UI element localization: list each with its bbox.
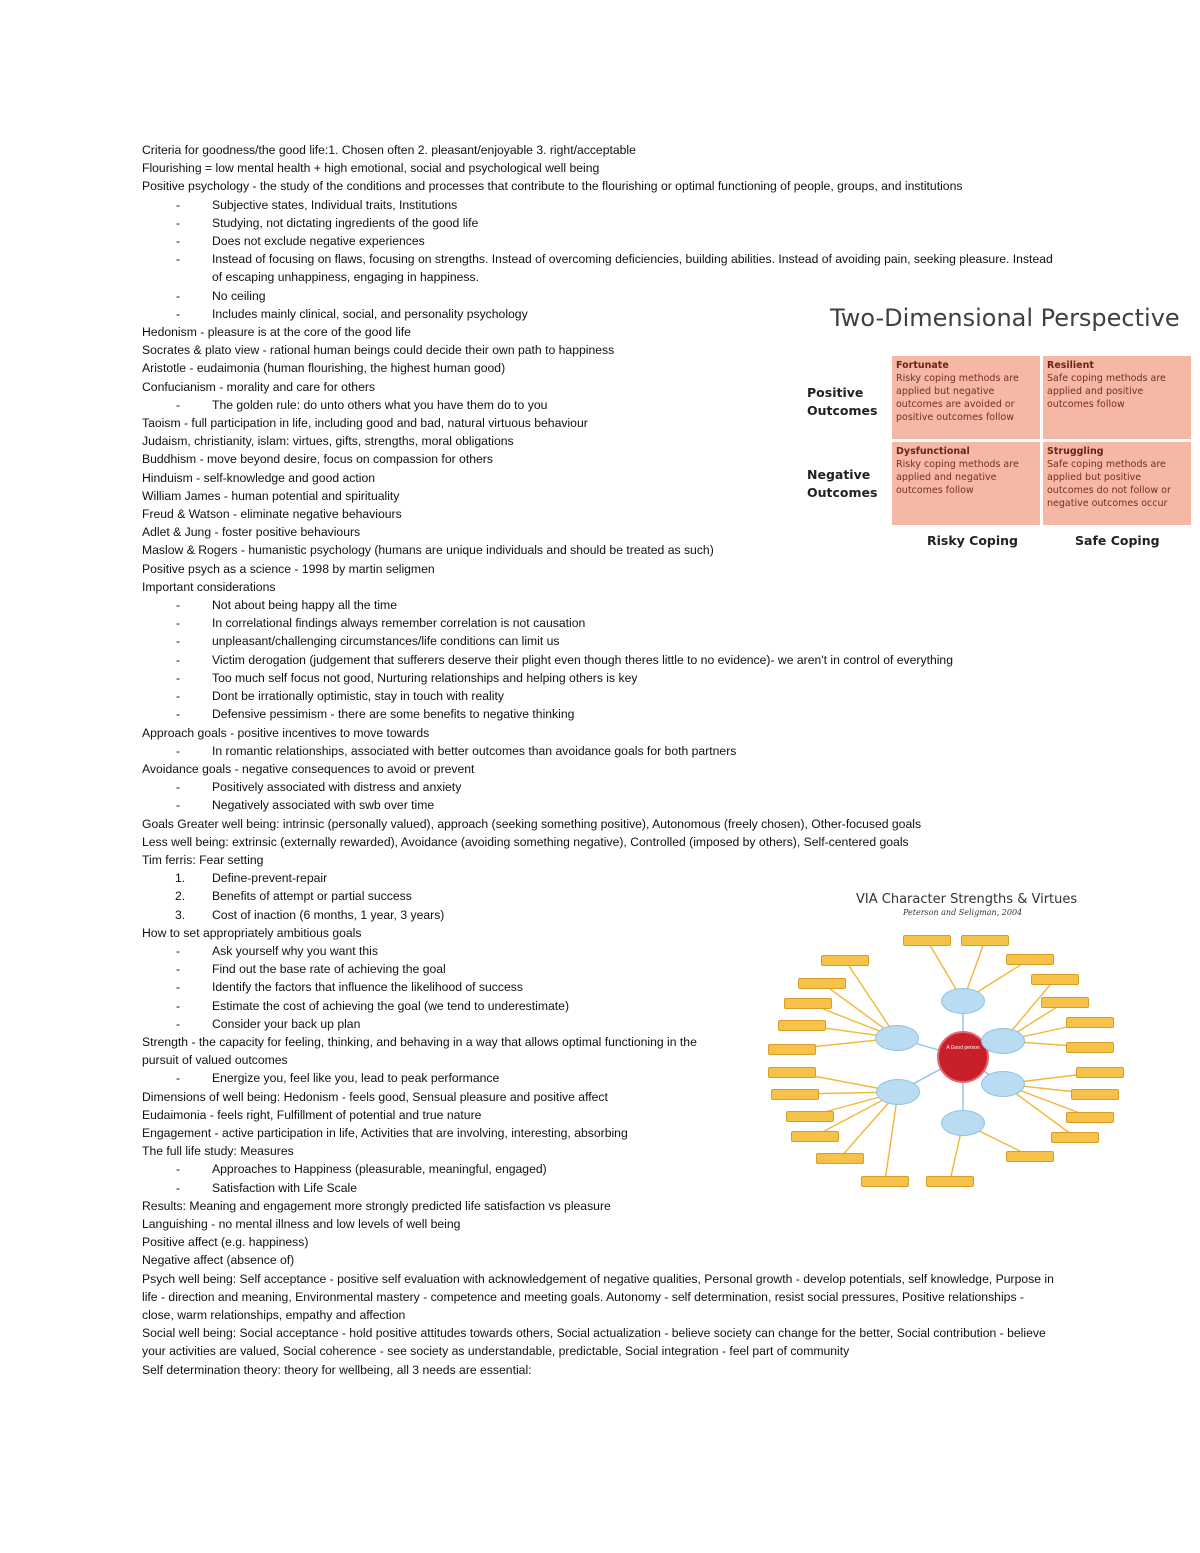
bullet-item xyxy=(142,250,1057,286)
paragraph-line xyxy=(142,815,1057,833)
line-text: Dont be irrationally optimistic, stay in touch with reality xyxy=(212,689,504,704)
line-text: Flourishing = low mental health + high emotional, social and psychological well being xyxy=(142,161,600,176)
line-text: Hinduism - self-knowledge and good action xyxy=(142,470,376,485)
strength-box xyxy=(798,978,846,989)
strength-box xyxy=(1066,1042,1114,1053)
paragraph-line xyxy=(142,560,1057,578)
line-text: No ceiling xyxy=(212,288,266,303)
bullet-item xyxy=(142,669,1057,687)
line-text: Less well being: extrinsic (externally rewarded), Avoidance (avoiding something negative), Controlled (imposed by others), Self-centered goals xyxy=(142,834,909,849)
bullet-item xyxy=(142,742,1057,760)
via-character-strengths-figure xyxy=(770,888,1170,1193)
figure-title: Two-Dimensional Perspective xyxy=(830,304,1180,332)
line-text: Approaches to Happiness (pleasurable, meaningful, engaged) xyxy=(212,1162,547,1177)
line-text: The full life study: Measures xyxy=(142,1144,294,1159)
line-text: Positive affect (e.g. happiness) xyxy=(142,1235,309,1250)
virtue-node xyxy=(876,1079,920,1105)
line-text: Criteria for goodness/the good life:1. Chosen often 2. pleasant/enjoyable 3. right/acceptable xyxy=(142,143,636,157)
virtue-node xyxy=(981,1071,1025,1097)
strength-box xyxy=(786,1111,834,1122)
bullet-item xyxy=(142,705,1057,723)
line-text: Satisfaction with Life Scale xyxy=(212,1180,357,1195)
line-text: Avoidance goals - negative consequences to avoid or prevent xyxy=(142,761,475,776)
line-text: Strength - the capacity for feeling, thinking, and behaving in a way that allows optimal functioning in the pursuit of valued outcomes xyxy=(142,1034,697,1068)
bullet-item xyxy=(142,614,1057,632)
line-text: Social well being: Social acceptance - hold positive attitudes towards others, Social actualization - believe society can change for the better, Social contribution - believe your activities are valued, Social coherence - see society as understandable, predictable, Social integration - feel part of community xyxy=(142,1326,1046,1359)
line-text: Positive psych as a science - 1998 by martin seligmen xyxy=(142,561,435,576)
line-text: Results: Meaning and engagement more strongly predicted life satisfaction vs pleasure xyxy=(142,1198,611,1213)
line-text: Important considerations xyxy=(142,579,276,594)
strength-box xyxy=(821,955,869,966)
strength-box xyxy=(1006,1151,1054,1162)
strength-box xyxy=(1066,1017,1114,1028)
strength-box xyxy=(816,1153,864,1164)
line-text: Studying, not dictating ingredients of the good life xyxy=(212,215,479,230)
item-number: 2. xyxy=(175,889,186,904)
line-text: Too much self focus not good, Nurturing relationships and helping others is key xyxy=(212,670,638,685)
line-text: Consider your back up plan xyxy=(212,1016,361,1031)
strength-box xyxy=(784,998,832,1009)
line-text: Dimensions of well being: Hedonism - feels good, Sensual pleasure and positive affect xyxy=(142,1089,608,1104)
bullet-item xyxy=(142,687,1057,705)
item-number: 1. xyxy=(175,871,186,886)
strength-box xyxy=(1076,1067,1124,1078)
strength-box xyxy=(768,1067,816,1078)
line-text: How to set appropriately ambitious goals xyxy=(142,925,362,940)
strength-box xyxy=(926,1176,974,1187)
line-text: Approach goals - positive incentives to move towards xyxy=(142,725,430,740)
via-subtitle: Peterson and Seligman, 2004 xyxy=(903,908,1023,917)
risky-coping-label: Risky Coping xyxy=(927,533,1019,548)
paragraph-line xyxy=(142,177,1057,195)
negative-outcomes-label: Negative Outcomes xyxy=(807,467,878,500)
line-text: Estimate the cost of achieving the goal (we tend to underestimate) xyxy=(212,998,570,1013)
line-text: Positive psychology - the study of the conditions and processes that contribute to the flourishing or optimal functioning of people, groups, and institutions xyxy=(142,179,963,194)
virtue-node xyxy=(941,988,985,1014)
positive-outcomes-label: Positive Outcomes xyxy=(807,385,878,418)
strength-box xyxy=(1006,954,1054,965)
numbered-item xyxy=(142,869,1057,887)
paragraph-line xyxy=(142,159,1057,177)
paragraph-line xyxy=(142,1215,1057,1233)
line-text: Hedonism - pleasure is at the core of the good life xyxy=(142,325,411,340)
bullet-item xyxy=(142,214,1057,232)
line-text: Does not exclude negative experiences xyxy=(212,234,425,249)
line-text: Buddhism - move beyond desire, focus on compassion for others xyxy=(142,452,493,467)
strength-box xyxy=(1051,1132,1099,1143)
strength-box xyxy=(903,935,951,946)
line-text: Energize you, feel like you, lead to peak performance xyxy=(212,1071,500,1086)
line-text: Find out the base rate of achieving the goal xyxy=(212,962,446,977)
paragraph-line xyxy=(142,851,1057,869)
two-dimensional-perspective-figure xyxy=(805,300,1200,560)
line-text: Tim ferris: Fear setting xyxy=(142,852,264,867)
paragraph-line xyxy=(142,1361,1057,1379)
bullet-item xyxy=(142,632,1057,650)
paragraph-line xyxy=(142,1197,1057,1215)
item-number: 3. xyxy=(175,907,186,922)
paragraph-line xyxy=(142,1251,1057,1269)
line-text: Taoism - full participation in life, including good and bad, natural virtuous behaviour xyxy=(142,416,588,431)
bullet-item xyxy=(142,232,1057,250)
strength-box xyxy=(1041,997,1089,1008)
strength-box xyxy=(771,1089,819,1100)
virtue-node xyxy=(981,1028,1025,1054)
paragraph-line xyxy=(142,1324,1057,1360)
paragraph-line xyxy=(142,1270,1057,1325)
line-text: unpleasant/challenging circumstances/life conditions can limit us xyxy=(212,634,560,649)
line-text: Eudaimonia - feels right, Fulfillment of potential and true nature xyxy=(142,1107,482,1122)
line-text: Not about being happy all the time xyxy=(212,598,397,613)
line-text: Defensive pessimism - there are some benefits to negative thinking xyxy=(212,707,575,722)
line-text: In correlational findings always remember correlation is not causation xyxy=(212,616,586,631)
line-text: Ask yourself why you want this xyxy=(212,943,378,958)
strength-box xyxy=(961,935,1009,946)
bullet-item xyxy=(142,796,1057,814)
strength-box xyxy=(791,1131,839,1142)
strength-box xyxy=(1031,974,1079,985)
via-title: VIA Character Strengths & Virtues xyxy=(856,892,1078,907)
paragraph-line xyxy=(142,578,1057,596)
line-text: Positively associated with distress and anxiety xyxy=(212,780,462,795)
line-text: Self determination theory: theory for wellbeing, all 3 needs are essential: xyxy=(142,1362,532,1377)
line-text: Includes mainly clinical, social, and personality psychology xyxy=(212,306,528,321)
line-text: Freud & Watson - eliminate negative behaviours xyxy=(142,507,402,522)
line-text: Benefits of attempt or partial success xyxy=(212,889,412,904)
line-text: Maslow & Rogers - humanistic psychology (humans are unique individuals and should be treated as such) xyxy=(142,543,714,558)
line-text: Define-prevent-repair xyxy=(212,871,328,886)
line-text: The golden rule: do unto others what you have them do to you xyxy=(212,397,548,412)
bullet-item xyxy=(142,778,1057,796)
line-text: Victim derogation (judgement that sufferers deserve their plight even though theres little to no evidence)- we aren't in control of everything xyxy=(212,652,953,667)
line-text: Languishing - no mental illness and low levels of well being xyxy=(142,1216,461,1231)
line-text: Socrates & plato view - rational human beings could decide their own path to happiness xyxy=(142,343,615,358)
line-text: Confucianism - morality and care for others xyxy=(142,379,376,394)
strength-box xyxy=(861,1176,909,1187)
paragraph-line xyxy=(142,1033,702,1069)
line-text: Cost of inaction (6 months, 1 year, 3 years) xyxy=(212,907,445,922)
line-text: Judaism, christianity, islam: virtues, gifts, strengths, moral obligations xyxy=(142,434,514,449)
paragraph-line xyxy=(142,141,1057,159)
line-text: Subjective states, Individual traits, Institutions xyxy=(212,197,458,212)
paragraph-line xyxy=(142,833,1057,851)
paragraph-line xyxy=(142,1233,1057,1251)
line-text: Goals Greater well being: intrinsic (personally valued), approach (seeking something positive), Autonomous (freely chosen), Other-focused goals xyxy=(142,816,922,831)
via-center-node: A Good person xyxy=(937,1031,989,1083)
line-text: Identify the factors that influence the likelihood of success xyxy=(212,980,523,995)
bullet-item xyxy=(142,196,1057,214)
bullet-item xyxy=(142,651,1057,669)
virtue-node xyxy=(875,1025,919,1051)
safe-coping-label: Safe Coping xyxy=(1075,533,1160,548)
paragraph-line xyxy=(142,760,1057,778)
line-text: Adlet & Jung - foster positive behaviours xyxy=(142,525,361,540)
strength-box xyxy=(778,1020,826,1031)
struggling-cell: Struggling Safe coping methods are applied but positive outcomes do not follow or negative outcomes occur xyxy=(1043,442,1191,525)
line-text: William James - human potential and spirituality xyxy=(142,488,400,503)
line-text: Negative affect (absence of) xyxy=(142,1253,295,1268)
strength-box xyxy=(1071,1089,1119,1100)
line-text: Instead of focusing on flaws, focusing on strengths. Instead of overcoming deficiencies, building abilities. Instead of avoiding pain, seeking pleasure. Instead of escaping unhappiness, engaging in happiness. xyxy=(212,252,1053,285)
strength-box xyxy=(768,1044,816,1055)
virtue-node xyxy=(941,1110,985,1136)
line-text: Aristotle - eudaimonia (human flourishing, the highest human good) xyxy=(142,361,506,376)
line-text: Psych well being: Self acceptance - positive self evaluation with acknowledgement of negative qualities, Personal growth - develop potentials, self knowledge, Purpose in life - direction and meaning, Environmental mastery - competence and meeting goals. Autonomy - self determination, resist social pressures, Positive relationships - close, warm relationships, empathy and affection xyxy=(142,1271,1054,1322)
resilient-cell: Resilient Safe coping methods are applied and positive outcomes follow xyxy=(1043,356,1191,439)
strength-box xyxy=(1066,1112,1114,1123)
line-text: Negatively associated with swb over time xyxy=(212,798,435,813)
bullet-item xyxy=(142,596,1057,614)
dysfunctional-cell: Dysfunctional Risky coping methods are applied and negative outcomes follow xyxy=(892,442,1040,525)
line-text: Engagement - active participation in life, Activities that are involving, interesting, absorbing xyxy=(142,1125,628,1140)
fortunate-cell: Fortunate Risky coping methods are applied but negative outcomes are avoided or positive outcomes follow xyxy=(892,356,1040,439)
paragraph-line xyxy=(142,724,1057,742)
line-text: In romantic relationships, associated with better outcomes than avoidance goals for both partners xyxy=(212,743,737,758)
